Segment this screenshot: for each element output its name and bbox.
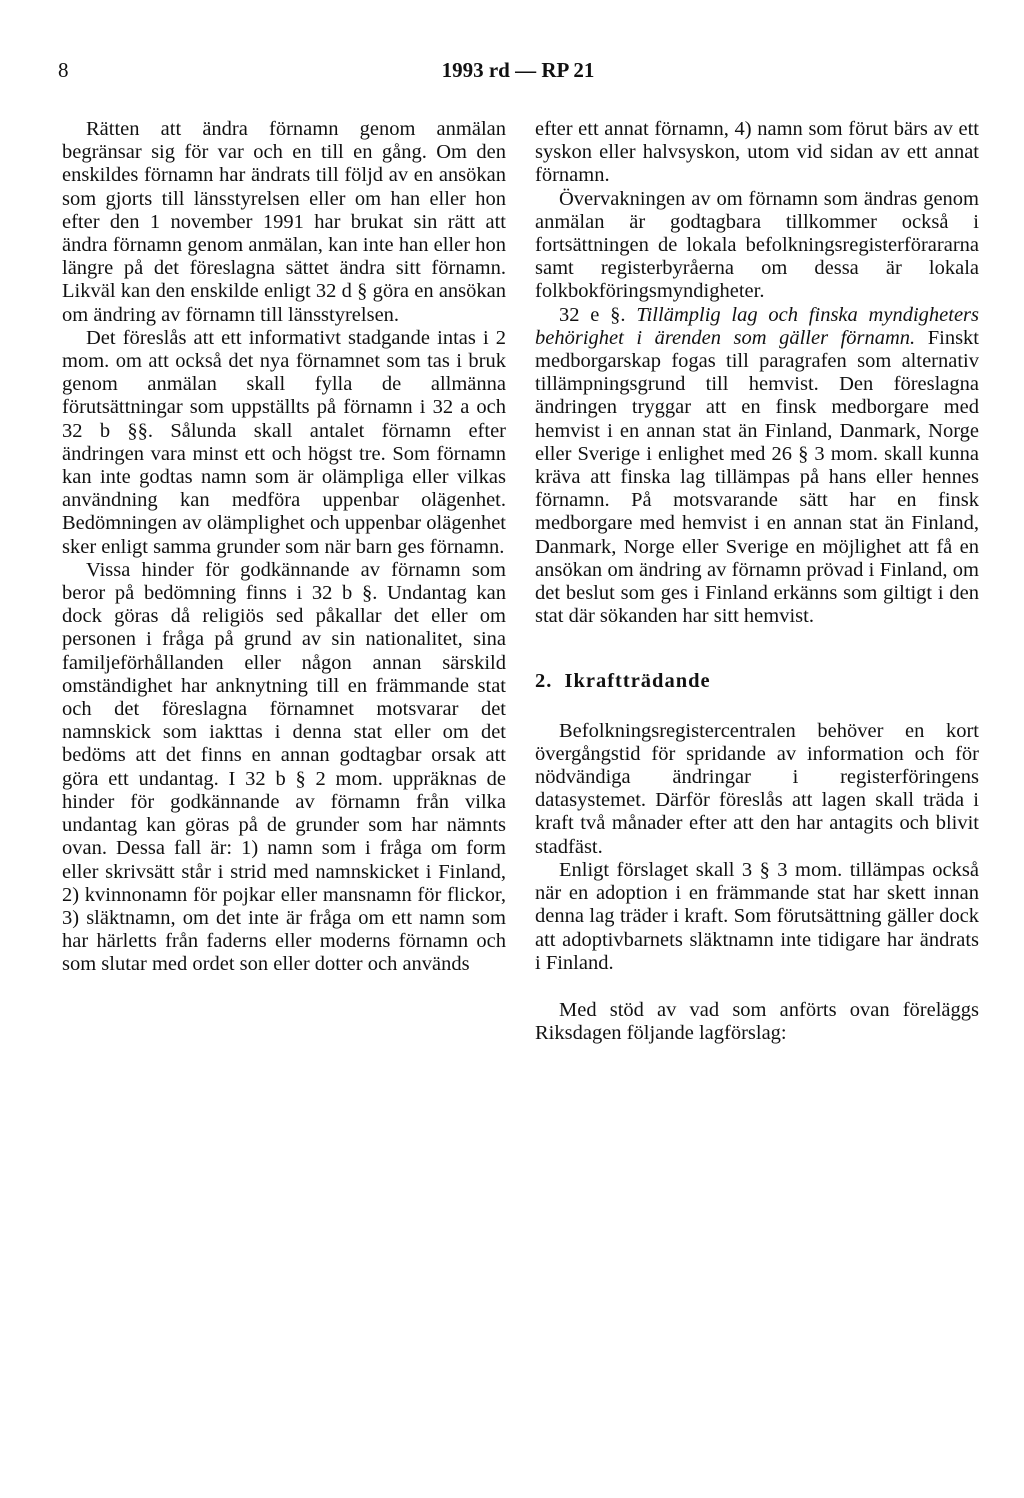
paragraph: Övervakningen av om förnamn som ändras genom anmälan är godtagbara tillkommer också i fortsättningen de lokala befolkningsregisterförararna samt registerbyråerna om dessa är lokala folkbokföringsmyndigheter. [535,187,979,303]
right-column [535,118,979,1045]
paragraph-text: Finskt medborgarskap fogas till paragrafen som alternativ tillämpningsgrund till hemvist. Den föreslagna ändringen tryggar att en finsk medborgare med hemvist i en annan stat än Finland, Danmark, Norge eller Sverige i enlighet med 26 § 3 mom. skall kunna kräva att finska lag tillämpas på hans eller hennes förnamn. På motsvarande sätt har en finsk medborgare med hemvist i en annan stat än Finland, Danmark, Norge eller Sverige en möjlighet att få en ansökan om ändring av förnamn prövad i Finland, om det beslut som ges i Finland erkänns som giltigt i den stat där sökanden har sitt hemvist. [535,326,979,628]
paragraph: Med stöd av vad som anförts ovan föreläggs Riksdagen följande lagförslag: [535,998,979,1045]
page-number: 8 [58,58,69,82]
paragraph-32e [535,304,979,629]
italic-heading: Tillämplig lag och finska myndigheters behörighet i ärenden som gäller förnamn. [535,303,979,349]
page-header [58,58,978,88]
left-column [62,118,506,977]
section-title: Ikraftträdande [564,670,711,693]
paragraph: Befolkningsregistercentralen behöver en kort övergångstid för spridande av information och för nödvändiga ändringar i registerföringens datasystemet. Därför föreslås att lagen skall träda i kraft två månader efter att den har antagits och blivit stadfäst. [535,719,979,858]
section-number: 2. [535,670,553,693]
paragraph: Det föreslås att ett informativt stadgande intas i 2 mom. om att också det nya förnamnet som tas i bruk genom anmälan skall fylla de allmänna förutsättningar som uppställts på förnamn i 32 a och 32 b §§. Sålunda skall antalet förnamn efter ändringen vara minst ett och högst tre. Som förnamn kan inte godtas namn som är olämpliga eller vilkas användning kan medföra uppenbar olägenhet. Bedömningen av olämplighet och uppenbar olägenhet sker enligt samma grunder som när barn ges förnamn. [62,326,506,558]
section-ref: 32 e §. [559,303,626,326]
paragraph: Enligt förslaget skall 3 § 3 mom. tillämpas också när en adoption i en främmande stat har skett innan denna lag träder i kraft. Som förutsättning gäller dock att adoptivbarnets släktnamn inte tidigare har ändrats i Finland. [535,858,979,974]
spacer [535,975,979,999]
paragraph: Vissa hinder för godkännande av förnamn som beror på bedömning finns i 32 b §. Undantag kan dock göras då religiös sed påkallar det eller om personen i fråga på grund av sin nationalitet, sina familjeförhållanden eller någon annan särskild omständighet har anknytning till en främmande stat och det föreslagna förnamnet motsvarar det namnskick som iakttas i denna stat eller om det bedöms att det finns en annan godtagbar orsak att göra ett undantag. I 32 b § 2 mom. uppräknas de hinder för godkännande av förnamn från vilka undantag kan göras på de grunder som har nämnts ovan. Dessa fall är: 1) namn som i fråga om form eller skrivsätt står i strid med namnskicket i Finland, 2) kvinnonamn för pojkar eller mansnamn för flickor, 3) släktnamn, om det inte är fråga om ett namn som har härletts från faderns eller moderns förnamn och som slutar med ordet son eller dotter och används [62,558,506,976]
section-heading [535,670,979,693]
paragraph: Rätten att ändra förnamn genom anmälan begränsar sig för var och en till en gång. Om den enskildes förnamn har ändrats till följd av en ansökan som gjorts till länsstyrelsen eller om han eller hon efter den 1 november 1991 har brukat sin rätt att ändra förnamn genom anmälan, kan inte han eller hon längre på det föreslagna sättet ändra sitt förnamn. Likväl kan den enskilde enligt 32 d § göra en ansökan om ändring av förnamn till länsstyrelsen. [62,118,506,326]
running-head: 1993 rd — RP 21 [441,58,595,82]
paragraph: efter ett annat förnamn, 4) namn som förut bärs av ett syskon eller halvsyskon, utom vid sidan av ett annat förnamn. [535,118,979,187]
